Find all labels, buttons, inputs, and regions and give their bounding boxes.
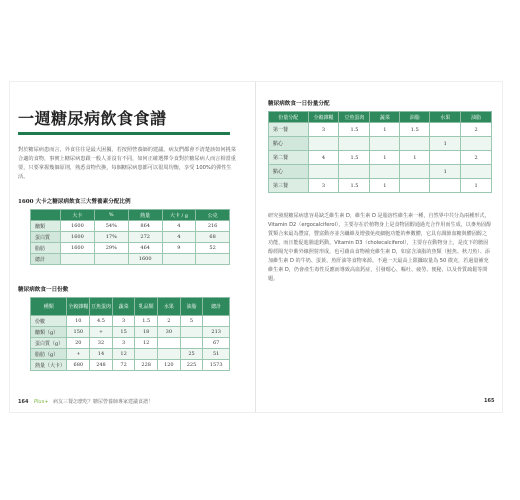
- table-cell: 228: [135, 360, 158, 371]
- running-title: 病友三餐怎麼吃？糖尿營養師專家建議食譜！: [53, 399, 154, 405]
- table2-header: 蔬菜: [112, 298, 135, 316]
- table3-header: 油脂: [461, 112, 492, 123]
- table-row: [31, 360, 230, 371]
- table1-header: 大卡 / g: [162, 210, 196, 221]
- table-cell: 1: [400, 151, 430, 165]
- table-cell: 2: [158, 316, 181, 327]
- table-cell: 1600: [128, 254, 162, 265]
- table-cell: 2: [461, 151, 492, 165]
- vitamin-d-paragraph: 研究發現糖尿病患容易缺乏維生素 D，維生素 D 是脂溶性維生素一種，自然界中共分為兩種形式，Vitamin D2（ergocalciferol），主要存在於植物身上是食物固醇通過光合作用而生成，以麥角固醇質類合來最為豐富，豐富動亦並含纖維及增強免疫細胞功能的參數體，它具有調節血糖與體固醇之功能，而且能促進腸道鈣動。Vitamin D3（cholecalciferol），主要存在動物身上，是皮下的膽固醇經陽光中紫外線照射形成，也可藉由食物補充維生素 D，如富含油脂的魚類（鮭魚、秋刀魚）、添加維生素 D 的牛奶、蛋黃、魚肝油等食物來源。不過一天最高上限攝取量為 50 微克，若過量補充維生素 D，仍會產生毒性反應而導致高血鈣症，引發噁心、嘔吐、疲勞、便秘，以及骨質疏鬆等問題。: [268, 213, 492, 282]
- table-cell: 1.5: [339, 123, 370, 137]
- table-cell: 1: [461, 179, 492, 193]
- table-cell: 蛋白質（g）: [31, 338, 67, 349]
- table3-header: 蔬菜: [370, 112, 400, 123]
- table-cell: 18: [135, 327, 158, 338]
- table-row: [31, 221, 230, 232]
- table3-header: 全穀雜糧: [308, 112, 339, 123]
- table-row: [269, 165, 492, 179]
- table-cell: [430, 151, 461, 165]
- table-cell: 4: [162, 232, 196, 243]
- table-cell: 1: [430, 137, 461, 151]
- table-row: [269, 179, 492, 193]
- table-cell: 份數: [31, 316, 67, 327]
- table-cell: 1: [370, 151, 400, 165]
- table-cell: 213: [203, 327, 230, 338]
- table3-header: 豆魚蛋肉: [339, 112, 370, 123]
- table-cell: 3: [112, 316, 135, 327]
- page-title: 一週糖尿病飲食食譜: [18, 109, 167, 128]
- table-cell: [158, 349, 181, 360]
- intro-paragraph: 對於糖尿病患而言，外食往往是最大困擾，若按照營養師的建議，病友們都會不清楚該如何挑菜合適的食物，事實上糖尿病患跟一般人並沒有不同，如何正確選擇令食對於糖尿病人而言相當重要，只要掌握幾個原則，熟悉食物代換，每個糖尿病患都可以很周均衡，享受 100%的彈性生活。: [18, 147, 236, 180]
- table2-header: 油脂: [180, 298, 203, 316]
- table-cell: 12: [135, 338, 158, 349]
- table3-header: 油脂: [400, 112, 430, 123]
- table-cell: 1.5: [135, 316, 158, 327]
- table-cell: 第三餐: [269, 179, 309, 193]
- table-cell: 醣類: [31, 221, 61, 232]
- table-cell: 15: [112, 327, 135, 338]
- table-row: [269, 137, 492, 151]
- table-cell: 4: [308, 151, 339, 165]
- table-cell: 52: [196, 243, 230, 254]
- table-cell: [203, 316, 230, 327]
- table-cell: 272: [128, 232, 162, 243]
- table-cell: 680: [67, 360, 90, 371]
- table-row: [269, 151, 492, 165]
- table-cell: 1: [370, 179, 400, 193]
- table-cell: 熱量（大卡）: [31, 360, 67, 371]
- table-row: [31, 327, 230, 338]
- table-cell: 2: [461, 123, 492, 137]
- table-cell: 總計: [31, 254, 61, 265]
- table-cell: [461, 165, 492, 179]
- table-cell: 1600: [60, 243, 94, 254]
- table1-title: 1600 大卡之糖尿病飲食三大營養素分配比例: [18, 199, 131, 205]
- table-cell: [94, 254, 128, 265]
- table3-header: 水果: [430, 112, 461, 123]
- table-cell: [60, 254, 94, 265]
- table-cell: 1600: [60, 221, 94, 232]
- table-cell: [339, 165, 370, 179]
- table-cell: 3: [308, 179, 339, 193]
- table-cell: 54%: [94, 221, 128, 232]
- table-cell: [400, 165, 430, 179]
- table-cell: 464: [128, 243, 162, 254]
- table-cell: 150: [67, 327, 90, 338]
- table-cell: 864: [128, 221, 162, 232]
- table-cell: 脂肪: [31, 243, 61, 254]
- table3-header: 份量分配: [269, 112, 309, 123]
- table-cell: 20: [67, 338, 90, 349]
- table-cell: [370, 137, 400, 151]
- table-cell: +: [67, 349, 90, 360]
- nutrient-ratio-table: [30, 209, 230, 265]
- table-row: [31, 232, 230, 243]
- table-cell: 72: [112, 360, 135, 371]
- table-cell: [430, 123, 461, 137]
- table-cell: 30: [158, 327, 181, 338]
- table-cell: [180, 327, 203, 338]
- table-cell: 9: [162, 243, 196, 254]
- page-gutter: [255, 82, 256, 412]
- table-cell: 1: [370, 123, 400, 137]
- table-cell: [158, 338, 181, 349]
- title-underline: [18, 132, 230, 135]
- table1-header: 大卡: [60, 210, 94, 221]
- table-cell: 1600: [60, 232, 94, 243]
- brand-logo: Plus+: [34, 399, 49, 405]
- table-cell: +: [90, 327, 113, 338]
- page-number: 164: [18, 399, 29, 405]
- table1-header: [31, 210, 61, 221]
- table3-title: 糖尿病飲食一日份量分配: [268, 101, 330, 107]
- table-cell: 點心: [269, 165, 309, 179]
- table-cell: 脂肪（g）: [31, 349, 67, 360]
- table-row: [31, 316, 230, 327]
- table1-header: 熱量: [128, 210, 162, 221]
- table-cell: 點心: [269, 137, 309, 151]
- table-cell: 3: [308, 123, 339, 137]
- table2-header: 全穀雜糧: [67, 298, 90, 316]
- table-cell: 51: [203, 349, 230, 360]
- table-cell: 14: [90, 349, 113, 360]
- table-row: [31, 349, 230, 360]
- table-cell: 29%: [94, 243, 128, 254]
- table2-header: 乳品類: [135, 298, 158, 316]
- table-cell: [430, 179, 461, 193]
- table-cell: 120: [158, 360, 181, 371]
- table-cell: [400, 137, 430, 151]
- table-cell: 25: [180, 349, 203, 360]
- table-cell: 67: [203, 338, 230, 349]
- footer-left: [18, 398, 153, 405]
- table-cell: [370, 165, 400, 179]
- table-cell: 1573: [203, 360, 230, 371]
- table-cell: 17%: [94, 232, 128, 243]
- table-cell: 5: [180, 316, 203, 327]
- table-cell: 第二餐: [269, 151, 309, 165]
- table-cell: 32: [90, 338, 113, 349]
- table-row: [31, 338, 230, 349]
- table-cell: [162, 254, 196, 265]
- table-cell: 4: [162, 221, 196, 232]
- table-row: [31, 254, 230, 265]
- table-cell: 248: [90, 360, 113, 371]
- table2-header: 水果: [158, 298, 181, 316]
- table-cell: 1.5: [339, 179, 370, 193]
- table1-header: %: [94, 210, 128, 221]
- table-row: [31, 243, 230, 254]
- table2-header: 種類: [31, 298, 67, 316]
- meal-allocation-table: [268, 111, 492, 193]
- table-cell: 12: [112, 349, 135, 360]
- table2-title: 糖尿病飲食一日份數: [18, 287, 69, 293]
- table-cell: 醣類（g）: [31, 327, 67, 338]
- table-cell: 216: [196, 221, 230, 232]
- table-row: [269, 123, 492, 137]
- table-cell: 3: [112, 338, 135, 349]
- table-cell: [400, 179, 430, 193]
- daily-servings-table: [30, 297, 230, 371]
- table-cell: 1.5: [400, 123, 430, 137]
- table-cell: 10: [67, 316, 90, 327]
- table-cell: [308, 165, 339, 179]
- table-cell: 蛋白質: [31, 232, 61, 243]
- table-cell: [196, 254, 230, 265]
- table-cell: 第一餐: [269, 123, 309, 137]
- table-cell: [308, 137, 339, 151]
- table2-header: 總計: [203, 298, 230, 316]
- table-cell: [135, 349, 158, 360]
- table-cell: [339, 137, 370, 151]
- table-cell: 1.5: [339, 151, 370, 165]
- table-cell: 4.5: [90, 316, 113, 327]
- table-cell: 68: [196, 232, 230, 243]
- table2-header: 豆魚蛋肉: [90, 298, 113, 316]
- table-cell: 1: [430, 165, 461, 179]
- table-cell: [461, 137, 492, 151]
- table-cell: 225: [180, 360, 203, 371]
- table1-header: 公克: [196, 210, 230, 221]
- page-number-right: 165: [484, 398, 495, 404]
- table-cell: [180, 338, 203, 349]
